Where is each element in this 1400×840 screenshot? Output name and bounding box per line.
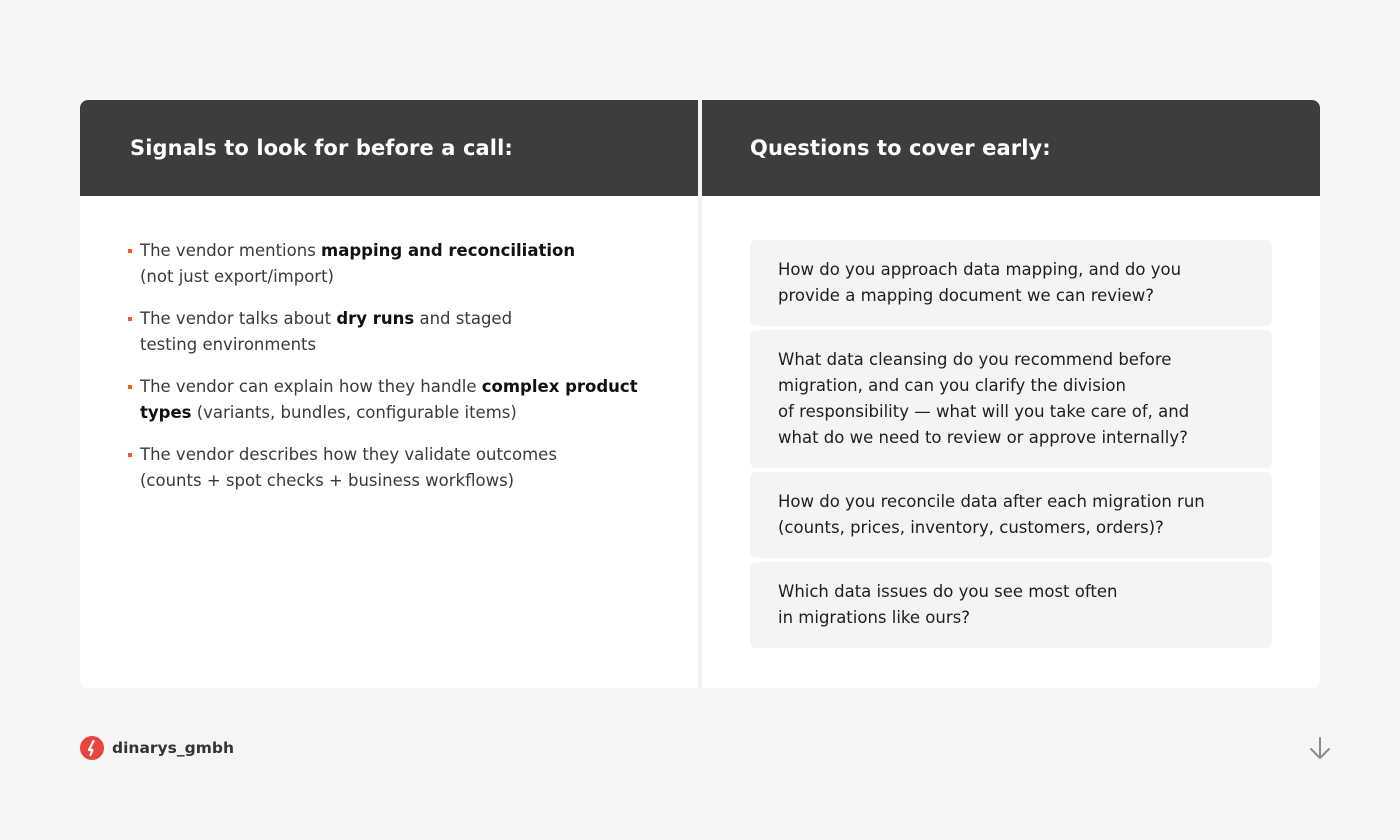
signals-header bbox=[80, 100, 698, 196]
signal-highlight: mapping and reconciliation bbox=[321, 241, 576, 260]
signal-highlight: complex product types bbox=[140, 377, 638, 422]
signal-text: and staged bbox=[414, 309, 513, 328]
questions-list bbox=[702, 196, 1320, 648]
signals-column bbox=[80, 100, 698, 688]
signal-text: The vendor talks about bbox=[140, 309, 337, 328]
question-card bbox=[750, 330, 1272, 468]
signal-item bbox=[128, 238, 650, 290]
question-line: provide a mapping document we can review? bbox=[778, 286, 1155, 305]
questions-title: Questions to cover early: bbox=[750, 136, 1051, 160]
signal-text: testing environments bbox=[140, 335, 317, 354]
question-line: (counts, prices, inventory, customers, orders)? bbox=[778, 518, 1164, 537]
questions-column bbox=[702, 100, 1320, 688]
signal-text: (counts + spot checks + business workflows) bbox=[140, 471, 515, 490]
signal-text: The vendor can explain how they handle bbox=[140, 377, 482, 396]
signal-text: The vendor describes how they validate outcomes bbox=[140, 445, 557, 464]
question-line: How do you reconcile data after each migration run bbox=[778, 492, 1205, 511]
question-line: What data cleansing do you recommend before bbox=[778, 350, 1172, 369]
signals-list bbox=[80, 196, 698, 494]
arrow-down-icon[interactable] bbox=[1306, 734, 1334, 762]
signal-highlight: dry runs bbox=[336, 309, 415, 328]
dinarys-logo-icon bbox=[80, 736, 104, 760]
question-line: migration, and can you clarify the division bbox=[778, 376, 1126, 395]
question-line: in migrations like ours? bbox=[778, 608, 970, 627]
signal-text: (not just export/import) bbox=[140, 267, 334, 286]
signal-item bbox=[128, 374, 650, 426]
question-card bbox=[750, 472, 1272, 558]
question-line: How do you approach data mapping, and do you bbox=[778, 260, 1182, 279]
question-line: of responsibility — what will you take care of, and bbox=[778, 402, 1190, 421]
signals-title: Signals to look for before a call: bbox=[130, 136, 513, 160]
brand[interactable] bbox=[80, 736, 234, 760]
questions-header bbox=[702, 100, 1320, 196]
question-card bbox=[750, 562, 1272, 648]
question-card bbox=[750, 240, 1272, 326]
signal-text: The vendor mentions bbox=[140, 241, 322, 260]
signal-text: (variants, bundles, configurable items) bbox=[191, 403, 517, 422]
question-line: Which data issues do you see most often bbox=[778, 582, 1118, 601]
signal-item bbox=[128, 306, 650, 358]
signal-item bbox=[128, 442, 650, 494]
brand-name: dinarys_gmbh bbox=[112, 739, 235, 757]
question-line: what do we need to review or approve internally? bbox=[778, 428, 1188, 447]
content-card bbox=[80, 100, 1320, 688]
